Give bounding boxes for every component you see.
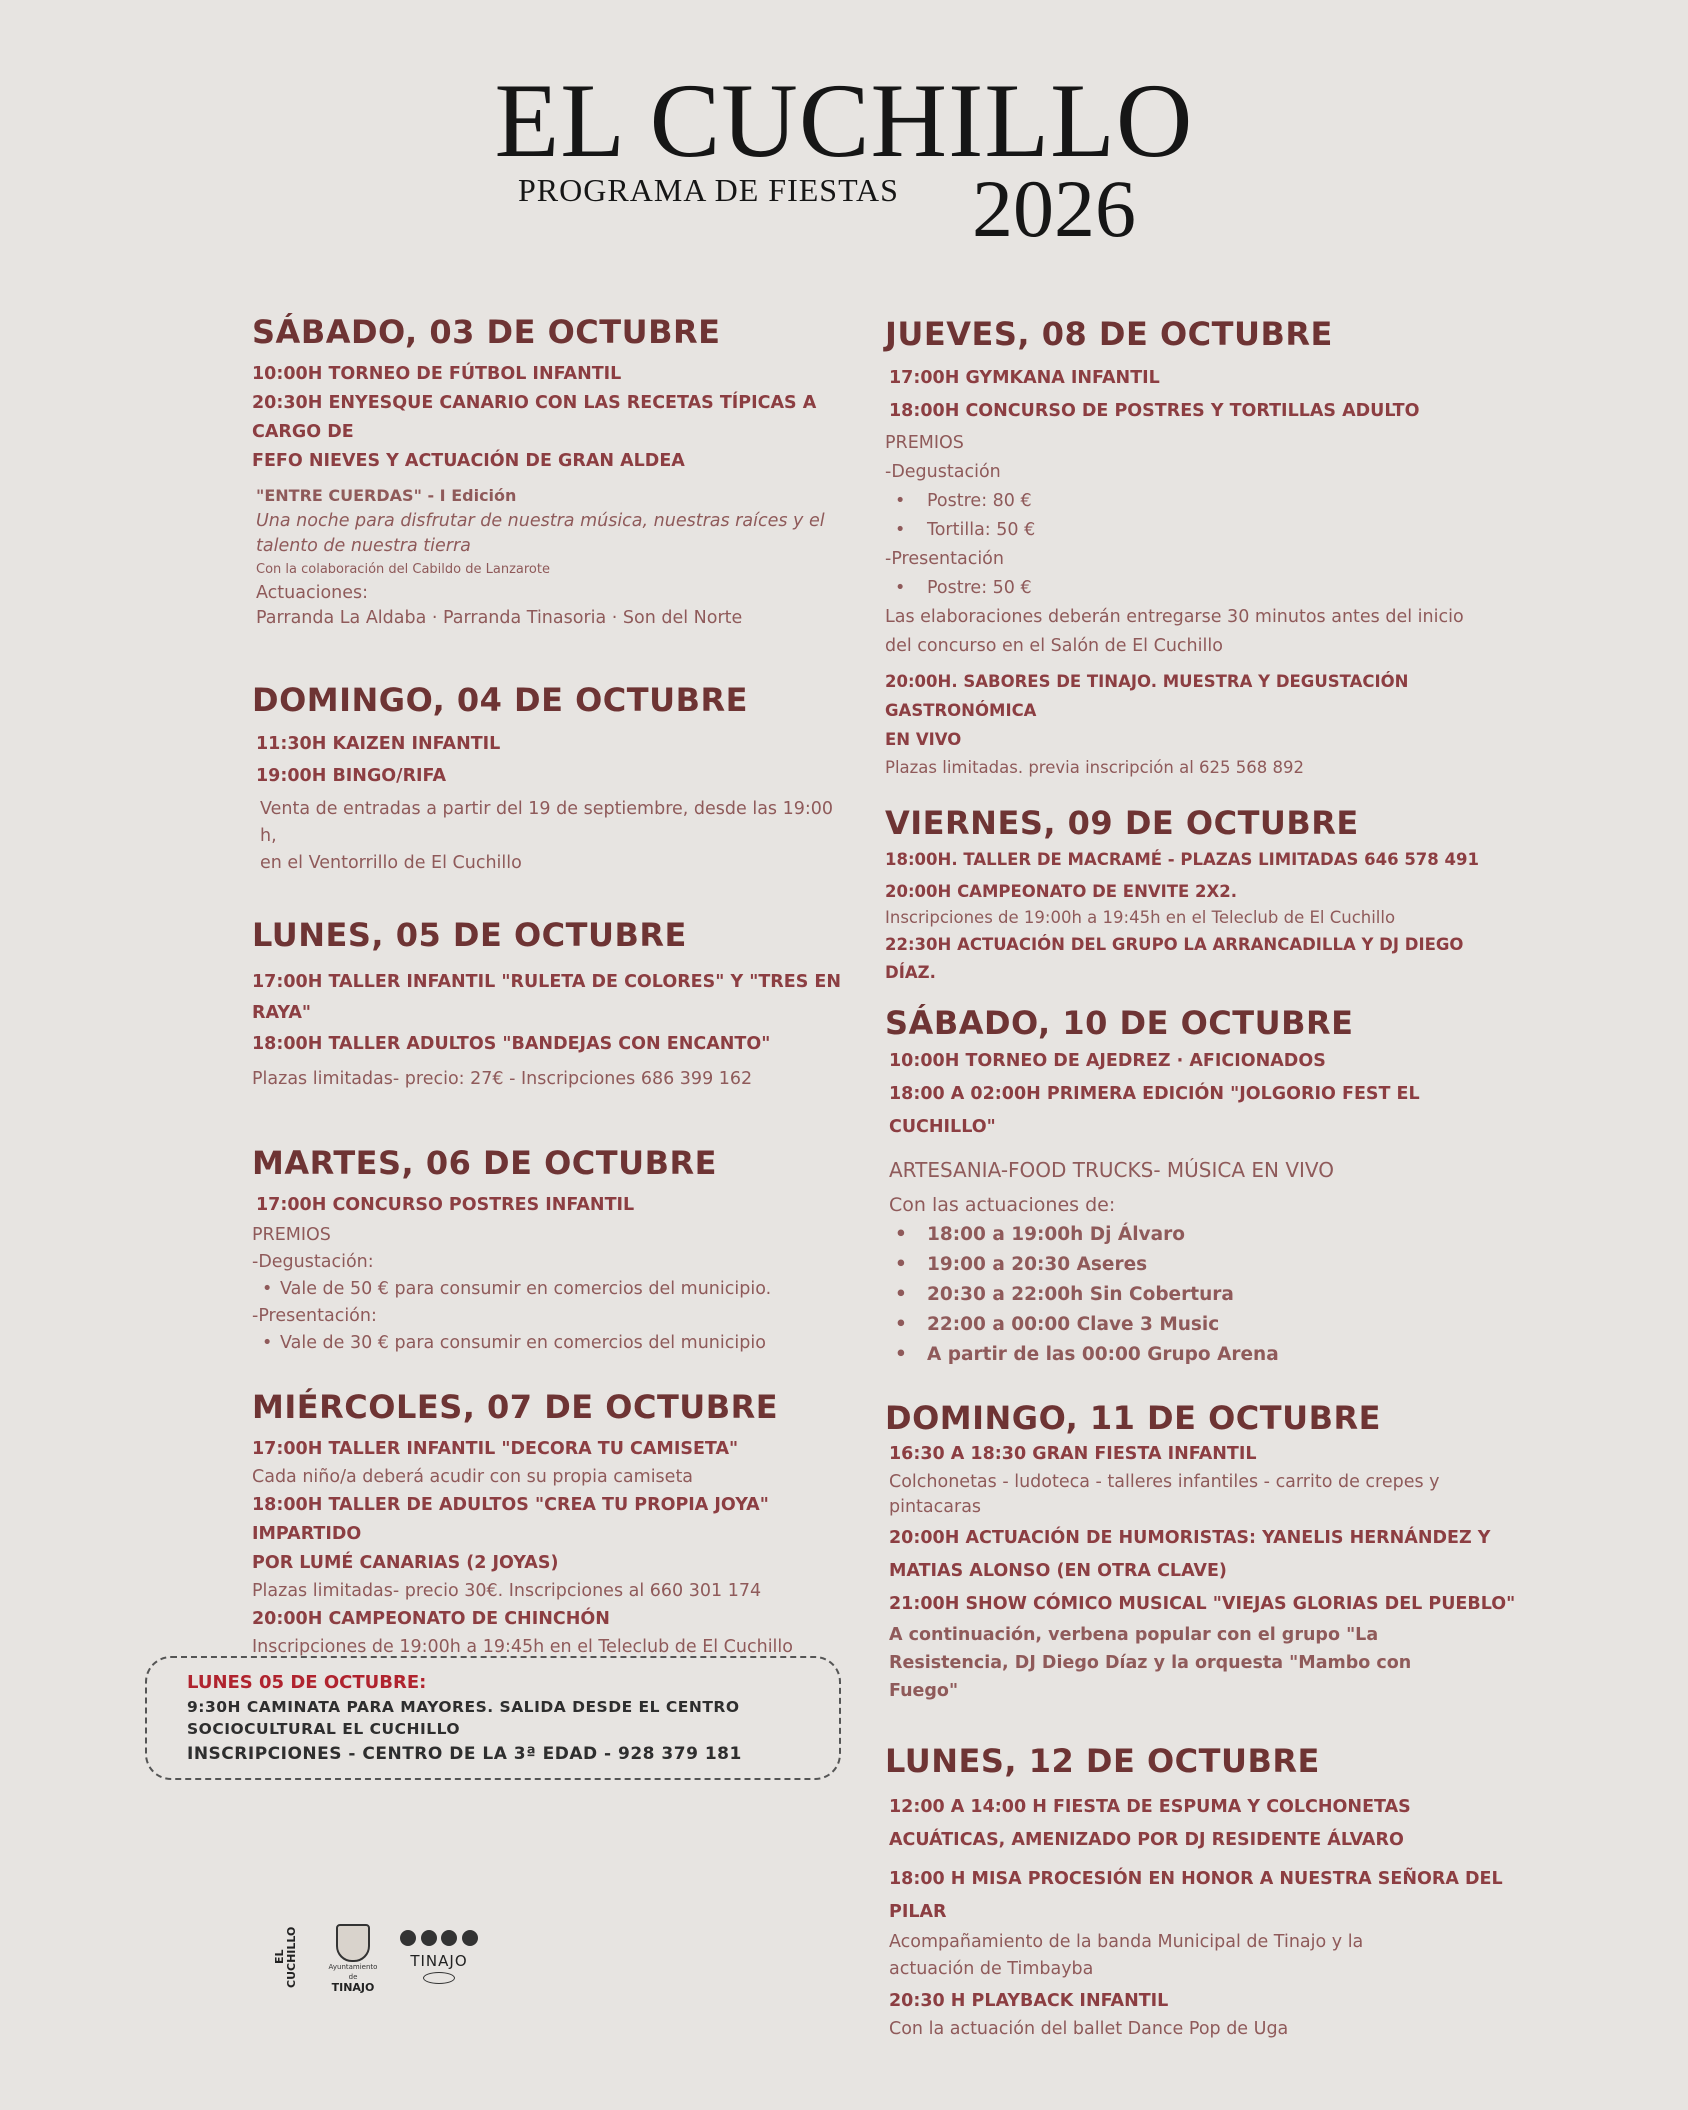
event: 22:30H ACTUACIÓN DEL GRUPO LA ARRANCADILLA Y DJ DIEGO [885,935,1464,954]
day-block-sab03 [252,312,852,632]
logo-text: TINAJO [410,1952,468,1970]
ayuntamiento-tinajo-logo [328,1924,378,1994]
event-note: pintacaras [889,1497,982,1517]
event-note: Colchonetas - ludoteca - talleres infantiles - carrito de crepes y [889,1472,1440,1492]
act-item: • 20:30 a 22:00h Sin Cobertura [885,1280,1525,1310]
day-block-dom04 [252,680,852,877]
prize-category: -Presentación [885,549,1004,569]
event: 20:00H ACTUACIÓN DE HUMORISTAS: YANELIS HERNÁNDEZ Y [889,1528,1491,1548]
event-note: Acompañamiento de la banda Municipal de Tinajo y la [889,1932,1364,1952]
event: 17:00H TALLER INFANTIL "RULETA DE COLORES" Y "TRES EN RAYA" [252,972,841,1023]
event: DÍAZ. [885,963,936,982]
event: PILAR [889,1902,947,1922]
act-item: • 19:00 a 20:30 Aseres [885,1250,1525,1280]
event-note: Resistencia, DJ Diego Díaz y la orquesta "Mambo con [889,1653,1412,1673]
event: 17:00H CONCURSO POSTRES INFANTIL [256,1195,635,1215]
event: 19:00H BINGO/RIFA [256,766,447,786]
walk-notice-box [145,1656,841,1780]
day-heading: LUNES, 12 DE OCTUBRE [885,1742,1320,1780]
notice-title: LUNES 05 DE OCTUBRE: [187,1672,427,1693]
day-heading: DOMINGO, 11 DE OCTUBRE [885,1399,1381,1437]
badge-icon [423,1972,455,1984]
event: 12:00 A 14:00 H FIESTA DE ESPUMA Y COLCHONETAS [889,1797,1411,1817]
day-heading: SÁBADO, 10 DE OCTUBRE [885,1004,1354,1042]
masks-icon [400,1930,478,1952]
day-block-mie07 [252,1387,852,1661]
event-note: Plazas limitadas- precio 30€. Inscripciones al 660 301 174 [252,1581,762,1601]
prizes-label: PREMIOS [885,433,964,453]
event-note: Con la actuación del ballet Dance Pop de Uga [889,2019,1289,2039]
event: MATIAS ALONSO (EN OTRA CLAVE) [889,1561,1227,1581]
act-item: • 22:00 a 00:00 Clave 3 Music [885,1310,1525,1340]
event-note: Inscripciones de 19:00h a 19:45h en el Teleclub de El Cuchillo [252,1637,793,1657]
sub-desc: Una noche para disfrutar de nuestra música, nuestras raíces y el [256,511,825,531]
notice-line: INSCRIPCIONES - CENTRO DE LA 3ª EDAD - 928 379 181 [187,1744,742,1764]
event-note: actuación de Timbayba [889,1959,1094,1979]
logo-text: TINAJO [331,1981,375,1994]
event: POR LUMÉ CANARIAS (2 JOYAS) [252,1553,559,1573]
day-block-jue08 [885,314,1525,781]
event: 20:00H CAMPEONATO DE CHINCHÓN [252,1609,610,1629]
prize-category: -Degustación [885,462,1001,482]
event: 18:00H. TALLER DE MACRAMÉ - PLAZAS LIMITADAS 646 578 491 [885,850,1479,869]
prize-category: -Presentación: [252,1306,377,1326]
event: EN VIVO [885,730,962,749]
event: 18:00 A 02:00H PRIMERA EDICIÓN "JOLGORIO FEST EL CUCHILLO" [889,1084,1420,1137]
day-heading: LUNES, 05 DE OCTUBRE [252,916,687,954]
event: 20:00H CAMPEONATO DE ENVITE 2X2. [885,882,1238,901]
event-note: Venta de entradas a partir del 19 de septiembre, desde las 19:00 h, [260,799,834,846]
sub-title: "ENTRE CUERDAS" - I Edición [256,486,517,505]
page-subtitle: PROGRAMA DE FIESTAS [518,172,899,208]
day-block-sab10 [885,1003,1525,1370]
right-column [885,314,1525,2077]
page-title: EL CUCHILLO [494,62,1194,179]
event: 20:30 H PLAYBACK INFANTIL [889,1991,1169,2011]
day-heading: MARTES, 06 DE OCTUBRE [252,1144,717,1182]
event: 10:00H TORNEO DE AJEDREZ · AFICIONADOS [889,1051,1326,1071]
day-block-lun12 [885,1741,1525,2043]
event: 18:00H TALLER DE ADULTOS "CREA TU PROPIA JOYA" IMPARTIDO [252,1495,769,1544]
event-note: Plazas limitadas- precio: 27€ - Inscripciones 686 399 162 [252,1069,753,1089]
prize-item: • Postre: 80 € [885,487,1525,516]
event: 17:00H GYMKANA INFANTIL [889,368,1160,388]
prize-item: • Vale de 50 € para consumir en comercios del municipio. [252,1276,852,1303]
left-column [252,312,852,1695]
acts-label: Actuaciones: [256,583,369,603]
event-note: Fuego" [889,1681,959,1701]
event-note: Inscripciones de 19:00h a 19:45h en el Teleclub de El Cuchillo [885,908,1396,927]
tinajo-brand-logo [398,1924,480,1994]
event: 16:30 A 18:30 GRAN FIESTA INFANTIL [889,1444,1257,1464]
notice-line: SOCIOCULTURAL EL CUCHILLO [187,1720,461,1738]
event-note: del concurso en el Salón de El Cuchillo [885,636,1223,656]
day-heading: VIERNES, 09 DE OCTUBRE [885,804,1359,842]
day-heading: MIÉRCOLES, 07 DE OCTUBRE [252,1388,779,1426]
prize-item: • Tortilla: 50 € [885,516,1525,545]
day-block-dom11 [885,1398,1525,1705]
event: 10:00H TORNEO DE FÚTBOL INFANTIL [252,364,622,384]
logo-text: Ayuntamiento de [328,1963,378,1981]
event-note: Plazas limitadas. previa inscripción al 625 568 892 [885,758,1305,777]
prize-item: • Postre: 50 € [885,574,1525,603]
event: 20:00H. SABORES DE TINAJO. MUESTRA Y DEGUSTACIÓN GASTRONÓMICA [885,672,1409,720]
logo-text: EL [273,1949,286,1965]
prize-category: -Degustación: [252,1252,374,1272]
event-note: Cada niño/a deberá acudir con su propia camiseta [252,1467,694,1487]
acts-list: Parranda La Aldaba · Parranda Tinasoria · Son del Norte [256,608,743,628]
event: 17:00H TALLER INFANTIL "DECORA TU CAMISETA" [252,1439,739,1459]
event: ACUÁTICAS, AMENIZADO POR DJ RESIDENTE ÁLVARO [889,1830,1404,1850]
prize-item: • Vale de 30 € para consumir en comercios del municipio [252,1330,852,1357]
event: 20:30H ENYESQUE CANARIO CON LAS RECETAS TÍPICAS A CARGO DE [252,393,817,442]
collab-note: Con la colaboración del Cabildo de Lanzarote [256,562,550,577]
event-note: Con las actuaciones de: [889,1194,1116,1216]
event-note: en el Ventorrillo de El Cuchillo [260,853,522,873]
day-heading: DOMINGO, 04 DE OCTUBRE [252,681,748,719]
prizes-label: PREMIOS [252,1225,331,1245]
day-block-mar06 [252,1143,852,1357]
sub-desc: talento de nuestra tierra [256,536,471,556]
day-block-vie09 [885,803,1525,987]
act-item: • 18:00 a 19:00h Dj Álvaro [885,1220,1525,1250]
act-item: • A partir de las 00:00 Grupo Arena [885,1340,1525,1370]
event: 18:00 H MISA PROCESIÓN EN HONOR A NUESTRA SEÑORA DEL [889,1869,1503,1889]
day-heading: JUEVES, 08 DE OCTUBRE [885,315,1333,353]
event-note: A continuación, verbena popular con el grupo "La [889,1625,1379,1645]
coat-of-arms-icon [336,1924,370,1962]
day-block-lun05 [252,915,852,1093]
notice-line: 9:30H CAMINATA PARA MAYORES. SALIDA DESDE EL CENTRO [187,1698,740,1716]
event: 21:00H SHOW CÓMICO MUSICAL "VIEJAS GLORIAS DEL PUEBLO" [889,1594,1516,1614]
event-note: ARTESANIA-FOOD TRUCKS- MÚSICA EN VIVO [889,1158,1334,1182]
event: 18:00H CONCURSO DE POSTRES Y TORTILLAS ADULTO [889,401,1420,421]
event: FEFO NIEVES Y ACTUACIÓN DE GRAN ALDEA [252,451,685,471]
event-note: Las elaboraciones deberán entregarse 30 minutos antes del inicio [885,607,1464,627]
page-year: 2026 [972,163,1136,254]
day-heading: SÁBADO, 03 DE OCTUBRE [252,313,721,351]
event: 18:00H TALLER ADULTOS "BANDEJAS CON ENCANTO" [252,1034,771,1054]
el-cuchillo-logo [274,1924,312,1990]
logo-text: CUCHILLO [285,1926,298,1988]
event: 11:30H KAIZEN INFANTIL [256,734,501,754]
